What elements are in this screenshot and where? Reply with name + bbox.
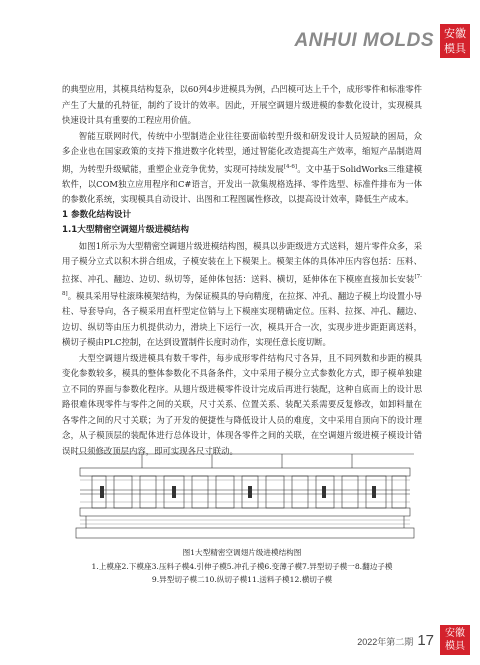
paragraph-3-tail: 。模具采用导柱滚珠模架结构，为保证模具的导向精度，在拉探、冲孔、翻边子模上均设置小导柱、导套导向，各子模采用直杆型定位销与上下模座实现精确定位。压料、拉探、冲孔、翻边、边切、纵切等由压力机提供动力，滑块上下运行一次，模具开合一次，实现步进步距距离送料，横切子模由PLC控制，在达到设置制件长度时动作，实现任意长度切断。 (62, 290, 422, 348)
paragraph-3 (62, 239, 422, 351)
article-body (62, 82, 422, 459)
paragraph-3-text: 如图1所示为大型精密空调翅片级进模结构图，模具以步距级进方式送料，翅片零件众多，采用子模分立式以积木拼合组成，子模安装在上下模架上。模架主体的具体冲压内容包括：压料、拉探、冲孔、翻边、边切、纵切等，延伸体包括：送料、横切，延伸体在下模座直接加长安装 (62, 240, 422, 284)
section-heading: 1 参数化结构设计 (62, 209, 132, 220)
footer-badge (440, 625, 470, 655)
paragraph-2 (62, 129, 422, 208)
page-number: 17 (417, 632, 434, 649)
paragraph-2-tail: 。文中基于SolidWorks三维建模软件，以COM独立应用程序和C#语言，开发出一款集规格选择、零件选型、标准件排布为一体的参数化系统，实现模具自动设计、出图和工程图属性修改，以提高设计效率，降低生产成本。 (62, 163, 422, 205)
page-footer (357, 632, 434, 649)
header-logo: ANHUI MOLDS (294, 30, 434, 51)
issue-label: 2022年第二期 (357, 637, 414, 647)
mold-structure-drawing (72, 450, 418, 542)
header-badge-line2: 模具 (444, 42, 466, 55)
header-badge (440, 24, 470, 58)
paragraph-1: 的典型应用，其模具结构复杂，以60列4步进模具为例，凸凹模可达上千个，成形零件和标准零件产生了大量的孔特征，制约了设计的效率。因此，开展空调翅片级进模的参数化设计，实现模具快速设计具有重要的工程应用价值。 (62, 84, 422, 125)
paragraph-2-text: 智能互联网时代，传统中小型制造企业往往要面临转型升级和研发设计人员短缺的困局，众多企业也在国家政策的支持下推进数字化转型，通过智能化改造提高生产效率，缩短产品制造周期，为转型升级赋能，重塑企业竞争优势，实现可持续发展 (62, 130, 422, 174)
citation-ref: [7-8] (62, 273, 422, 298)
citation-ref: [4-6] (283, 163, 298, 170)
footer-badge-line1: 安徽 (445, 628, 465, 639)
figure-caption-legend-1: 1.上模座2.下模座3.压料子模4.引伸子模5.冲孔子模6.变薄子模7.异型切子模一8.翻边子模 (91, 562, 393, 571)
figure-caption-legend-2: 9.异型切子模二10.纵切子模11.送料子模12.横切子模 (151, 575, 333, 584)
figure-caption-title: 图1大型精密空调翅片级进模结构图 (182, 548, 302, 557)
header-badge-line1: 安徽 (444, 27, 466, 40)
subsection-heading: 1.1大型精密空调翅片级进模结构 (62, 225, 189, 236)
paragraph-4: 大型空调翅片级进模具有数千零件，每步成形零件结构尺寸各异，且不同列数和步距的模具变化参数较多，模具的整体参数化不具备条件，文中采用子模分立式参数化方式，即子模单独建立不同的界面与参数化程序。从翅片级进模零件设计完成后再进行装配，这种自底而上的设计思路很难体现零件与零件之间的关联，尺寸关系、位置关系、装配关系需要反复修改，如卸料量在各零件之间的尺寸关联；为了开发的便捷性与降低设计人员的难度，文中采用自顶向下的设计理念，从子模顶层的装配体进行总体设计，体现各零件之间的关联，在空调翅片级进模子模设计错误时只须修改顶层内容，即可实现各尺寸联动。 (62, 352, 422, 456)
footer-badge-line2: 模具 (445, 641, 465, 652)
